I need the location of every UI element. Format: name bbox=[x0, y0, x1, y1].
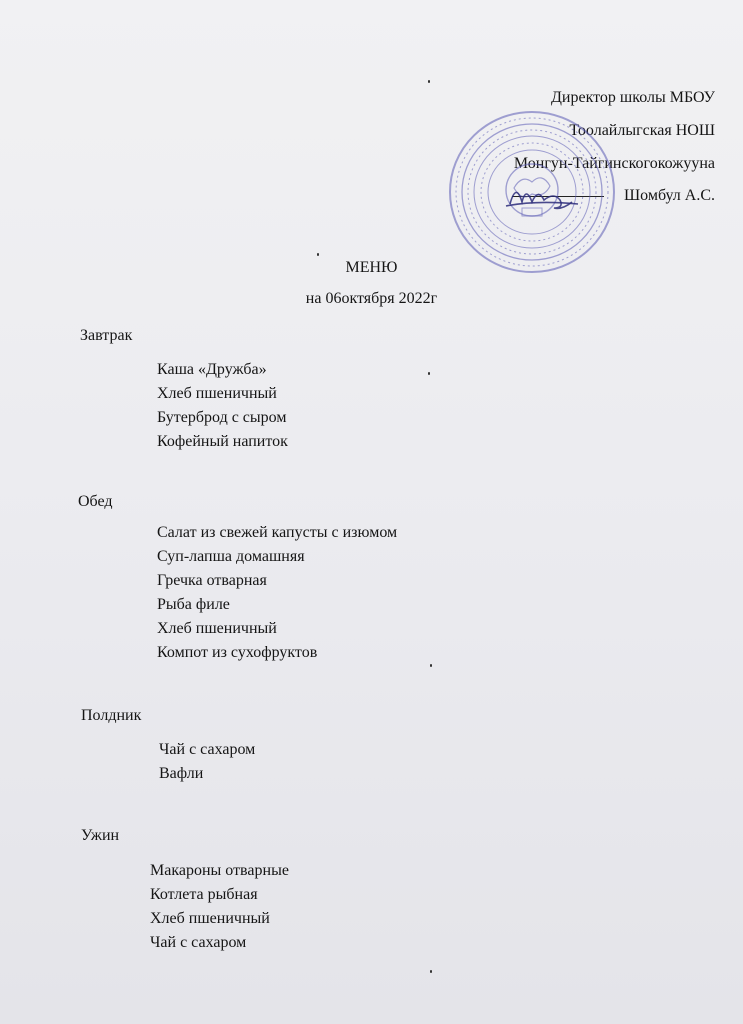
approval-title: Директор школы МБОУ bbox=[550, 89, 715, 106]
dish-item: Кофейный напиток bbox=[157, 433, 288, 450]
school-stamp bbox=[446, 108, 618, 276]
dish-item: Чай с сахаром bbox=[150, 934, 247, 951]
paper-speck bbox=[428, 80, 430, 83]
dish-item: Хлеб пшеничный bbox=[150, 910, 270, 927]
dish-item: Котлета рыбная bbox=[150, 886, 258, 903]
paper-speck bbox=[430, 970, 432, 973]
dish-item: Салат из свежей капусты с изюмом bbox=[157, 524, 398, 541]
dish-item: Вафли bbox=[159, 765, 204, 782]
dish-item: Хлеб пшеничный bbox=[157, 385, 277, 402]
menu-title: МЕНЮ bbox=[345, 259, 398, 276]
approval-district: Монгун-Тайгинскогокожууна bbox=[513, 155, 715, 172]
dish-item: Хлеб пшеничный bbox=[157, 620, 277, 637]
paper-speck bbox=[430, 664, 432, 667]
dish-item: Рыба филе bbox=[157, 596, 230, 613]
dish-item: Бутерброд с сыром bbox=[157, 409, 287, 426]
menu-date: на 06октября 2022г bbox=[305, 290, 438, 307]
dish-item: Гречка отварная bbox=[157, 572, 267, 589]
dish-item: Компот из сухофруктов bbox=[157, 644, 318, 661]
dish-item: Чай с сахаром bbox=[159, 741, 256, 758]
paper-speck bbox=[428, 372, 430, 375]
dish-item: Макароны отварные bbox=[150, 862, 289, 879]
section-breakfast-label: Завтрак bbox=[80, 327, 133, 344]
dish-item: Суп-лапша домашняя bbox=[157, 548, 305, 565]
approval-school: Тоолайлыгская НОШ bbox=[569, 122, 715, 139]
approval-signer: Шомбул А.С. bbox=[624, 187, 715, 204]
dish-item: Каша «Дружба» bbox=[157, 361, 267, 378]
section-dinner-label: Ужин bbox=[81, 827, 120, 844]
paper-speck bbox=[317, 253, 319, 256]
section-lunch-label: Обед bbox=[78, 493, 113, 510]
section-snack-label: Полдник bbox=[81, 707, 142, 724]
